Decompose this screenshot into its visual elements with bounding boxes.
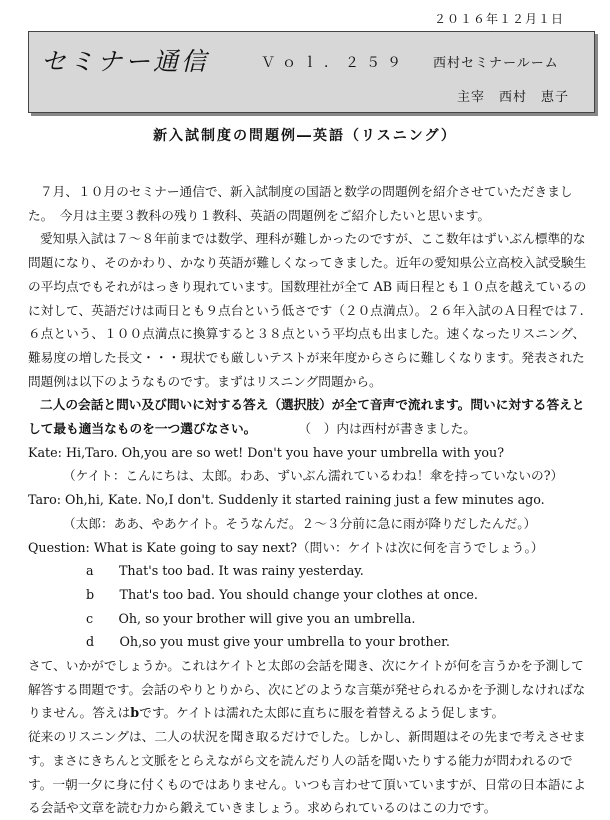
newsletter-header <box>28 31 595 113</box>
explanation-text-2: です。ケイトは濡れた太郎に直ちに服を着替えるよう促します。 <box>139 705 505 721</box>
dialogue-kate: Kate: Hi,Taro. Oh,you are so wet! Don't you have your umbrella with you? <box>28 444 505 460</box>
dialogue-taro-translation: （太郎：ああ、やあケイト。そうなんだ。２～３分前に急に雨が降りだしたんだ。） <box>63 515 537 531</box>
volume-number: Ｖｏｌ．２５９ <box>261 55 408 71</box>
option-c: c Oh, so your brother will give you an umbrella. <box>86 610 416 626</box>
paragraph-background: 愛知県入試は７～８年前までは数学、理科が難しかったのですが、ここ数年はずいぶん標準的な問題になり、そのかわり、かなり英語が難しくなってきました。近年の愛知県公立高校入試受験生の平均点でもそれがはっきり現れています。国数理社が全て AB 両日程とも１０点を越えているのに対して、英語だけは両日とも９点台という低さです（２０点満点）。２６年入試のＡ日程では７.６点という、１００点満点に換算すると３８点という平均点も出ました。速くなったリスニング、難易度の増した長文・・・現状でも厳しいテストが来年度からさらに難しくなります。発表された問題例は以下のようなものです。まずはリスニング問題から。 <box>28 231 587 389</box>
organization-name: 西村セミナールーム <box>433 56 559 71</box>
question-line: Question: What is Kate going to say next?（問い：ケイトは次に何を言うでしょう。） <box>28 539 544 555</box>
option-d: d Oh,so you must give your umbrella to your brother. <box>86 634 450 650</box>
article-body <box>28 180 588 820</box>
explanation-text-1: さて、いかがでしょうか。これはケイトと太郎の会話を聞き、次にケイトが何を言うかを予測して解答する問題です。会話のやりとりから、次にどのような言葉が発せられるかを予測しなければなりません。答えは <box>28 658 586 721</box>
answer-letter: b <box>130 705 140 721</box>
instruction-note: （ ）内は西村が書きました。 <box>298 421 476 437</box>
option-a: a That's too bad. It was rainy yesterday. <box>86 563 364 579</box>
paragraph-intro: ７月、１０月のセミナー通信で、新入試制度の国語と数学の問題例を紹介させていただきました。 今月は主要３教科の残り１教科、英語の問題例をご紹介したいと思います。 <box>28 184 573 223</box>
paragraph-conclusion: 従来のリスニングは、二人の状況を聞き取るだけでした。しかし、新問題はその先まで考えさせます。まさにきちんと文脈をとらえながら文を読んだり人の話を聞いたりする能力が問われるのです。一朝一夕に身に付くものではありません。いつも言わせて頂いていますが、日常の日本語による会話や文章を読む力から鍛えていきましょう。求められているのはこの力です。 <box>28 729 586 816</box>
option-b: b That's too bad. You should change your clothes at once. <box>86 586 478 602</box>
paragraph-explanation <box>28 654 588 725</box>
dialogue-kate-translation: （ケイト：こんにちは、太郎。わあ、ずいぶん濡れているわね！傘を持っていないの?） <box>63 468 564 484</box>
instruction-text: 二人の会話と問い及び問いに対する答え（選択肢）が全て音声で流れます。問いに対する答えとして最も適当なものを一つ選びなさい。 <box>28 397 585 437</box>
issue-date: ２０１６年１２月１日 <box>433 12 564 26</box>
question-instruction <box>28 393 588 440</box>
newsletter-title: セミナー通信 <box>41 47 210 76</box>
dialogue-taro: Taro: Oh,hi, Kate. No,I don't. Suddenly it started raining just a few minutes ago. <box>28 492 545 508</box>
author-name: 主宰 西村 恵子 <box>457 90 570 105</box>
article-headline: 新入試制度の問題例―英語（リスニング） <box>153 128 457 144</box>
